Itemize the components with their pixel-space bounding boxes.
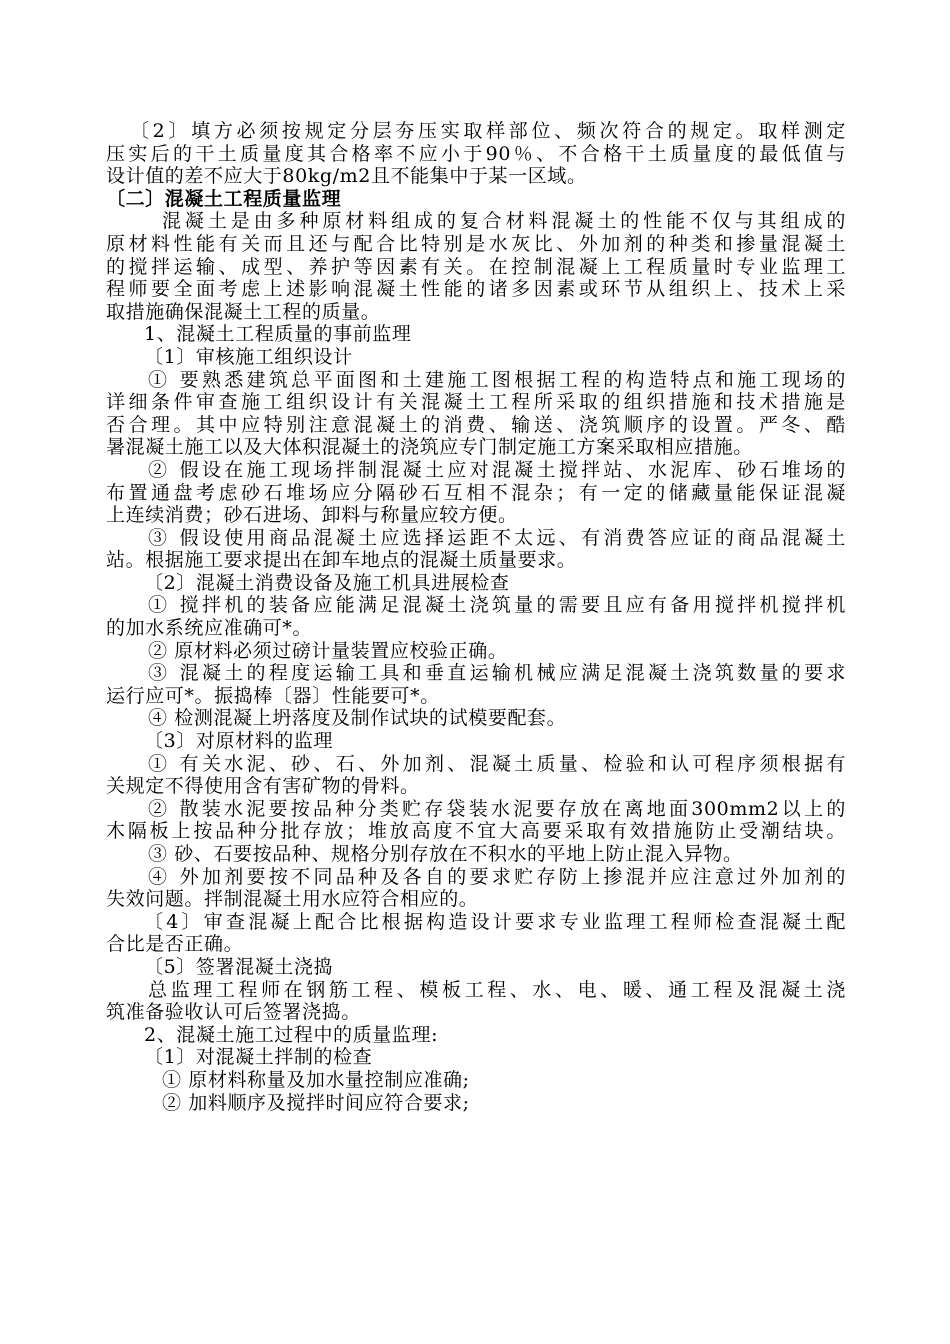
text-line: 原材料性能有关而且还与配合比特别是水灰比、外加剂的种类和掺量混凝土 (106, 232, 846, 255)
text-line: 合比是否正确。 (106, 933, 244, 956)
text-line: 站。根据施工要求提出在卸车地点的混凝土质量要求。 (106, 549, 577, 572)
text-line: 详细条件审查施工组织设计有关混凝土工程所采取的组织措施和技术措施是 (106, 391, 846, 414)
text-line: 1、混凝土工程质量的事前监理 (144, 323, 412, 346)
text-line: ② 散装水泥要按品种分类贮存袋装水泥要存放在离地面300mm2以上的 (148, 797, 846, 820)
text-line: 筑准备验收认可后签署浇捣。 (106, 1001, 361, 1024)
text-line: 否合理。其中应特别注意混凝土的消费、输送、浇筑顺序的设置。严冬、酷 (106, 413, 846, 436)
text-line: ① 要熟悉建筑总平面图和土建施工图根据工程的构造特点和施工现场的 (148, 368, 846, 391)
text-line: 〔1〕对混凝土拌制的检查 (144, 1046, 373, 1069)
text-line: 暑混凝土施工以及大体积混凝土的浇筑应专门制定施工方案采取相应措施。 (106, 436, 753, 459)
text-line: ② 假设在施工现场拌制混凝土应对混凝土搅拌站、水泥库、砂石堆场的 (148, 458, 846, 481)
text-line: 的搅拌运输、成型、养护等因素有关。在控制混凝上工程质量时专业监理工 (106, 255, 846, 278)
text-line: 失效问题。拌制混凝土用水应符合相应的。 (106, 888, 479, 911)
text-line: ① 有关水泥、砂、石、外加剂、混凝土质量、检验和认可程序须根据有 (148, 752, 846, 775)
text-line: ③ 砂、石要按品种、规格分别存放在不积水的平地上防止混入异物。 (148, 843, 743, 865)
text-line: ② 加料顺序及搅拌时间应符合要求; (162, 1091, 470, 1114)
text-line: 〔1〕审核施工组织设计 (144, 345, 353, 368)
text-line: 上连续消费；砂石进场、卸料与称量应较方便。 (106, 504, 518, 527)
text-line: ④ 检测混凝上坍落度及制作试块的试模要配套。 (148, 707, 567, 730)
text-line: 2、混凝土施工过程中的质量监理: (144, 1023, 439, 1046)
text-line: 压实后的干土质量度其合格率不应小于90％、不合格干土质量度的最低值与 (106, 142, 846, 165)
text-line: 取措施确保混凝土工程的质量。 (106, 300, 381, 323)
text-line: 总监理工程师在钢筋工程、模板工程、水、电、暖、通工程及混凝土浇 (148, 978, 846, 1001)
text-line: 关规定不得使用含有害矿物的骨料。 (106, 775, 420, 798)
text-line: 〔3〕对原材料的监理 (144, 730, 334, 753)
text-line: 混凝土是由多种原材料组成的复合材料混凝土的性能不仅与其组成的 (162, 210, 846, 233)
text-line: 木隔板上按品种分批存放；堆放高度不宜大高要采取有效措施防止受潮结块。 (106, 820, 846, 843)
text-line: 布置通盘考虑砂石堆场应分隔砂石互相不混杂；有一定的储藏量能保证混凝 (106, 481, 846, 504)
text-line: 运行应可*。振捣棒〔器〕性能要可*。 (106, 684, 440, 707)
text-line: ③ 假设使用商品混凝土应选择运距不太远、有消费答应证的商品混凝土 (148, 526, 846, 549)
text-line: ③ 混凝土的程度运输工具和垂直运输机械应满足混凝土浇筑数量的要求 (148, 662, 846, 685)
text-line: ② 原材料必须过磅计量装置应校验正确。 (148, 639, 508, 662)
text-line: 〔2〕混凝土消费设备及施工机具进展检查 (144, 571, 510, 594)
text-line: 〔5〕签署混凝土浇捣 (144, 955, 334, 978)
text-line: ① 原材料称量及加水量控制应准确; (162, 1068, 470, 1091)
text-line: 的加水系统应准确可*。 (106, 617, 313, 640)
text-line: ① 搅拌机的装备应能满足混凝土浇筑量的需要且应有备用搅拌机搅拌机 (148, 594, 846, 617)
text-line: 设计值的差不应大于80kg/m2且不能集中于某一区域。 (106, 165, 587, 188)
section-heading: 〔二〕混凝土工程质量监理 (106, 187, 342, 210)
text-line: 〔2〕填方必须按规定分层夯压实取样部位、频次符合的规定。取样测定 (130, 120, 846, 142)
document-body (106, 120, 846, 1114)
text-line: 程师要全面考虑上述影响混凝土性能的诸多因素或环节从组织上、技术上采 (106, 278, 846, 301)
text-line: ④ 外加剂要按不同品种及各自的要求贮存防上掺混并应注意过外加剂的 (148, 865, 846, 888)
text-line: 〔4〕审查混凝上配合比根据构造设计要求专业监理工程师检查混凝土配 (144, 910, 846, 933)
